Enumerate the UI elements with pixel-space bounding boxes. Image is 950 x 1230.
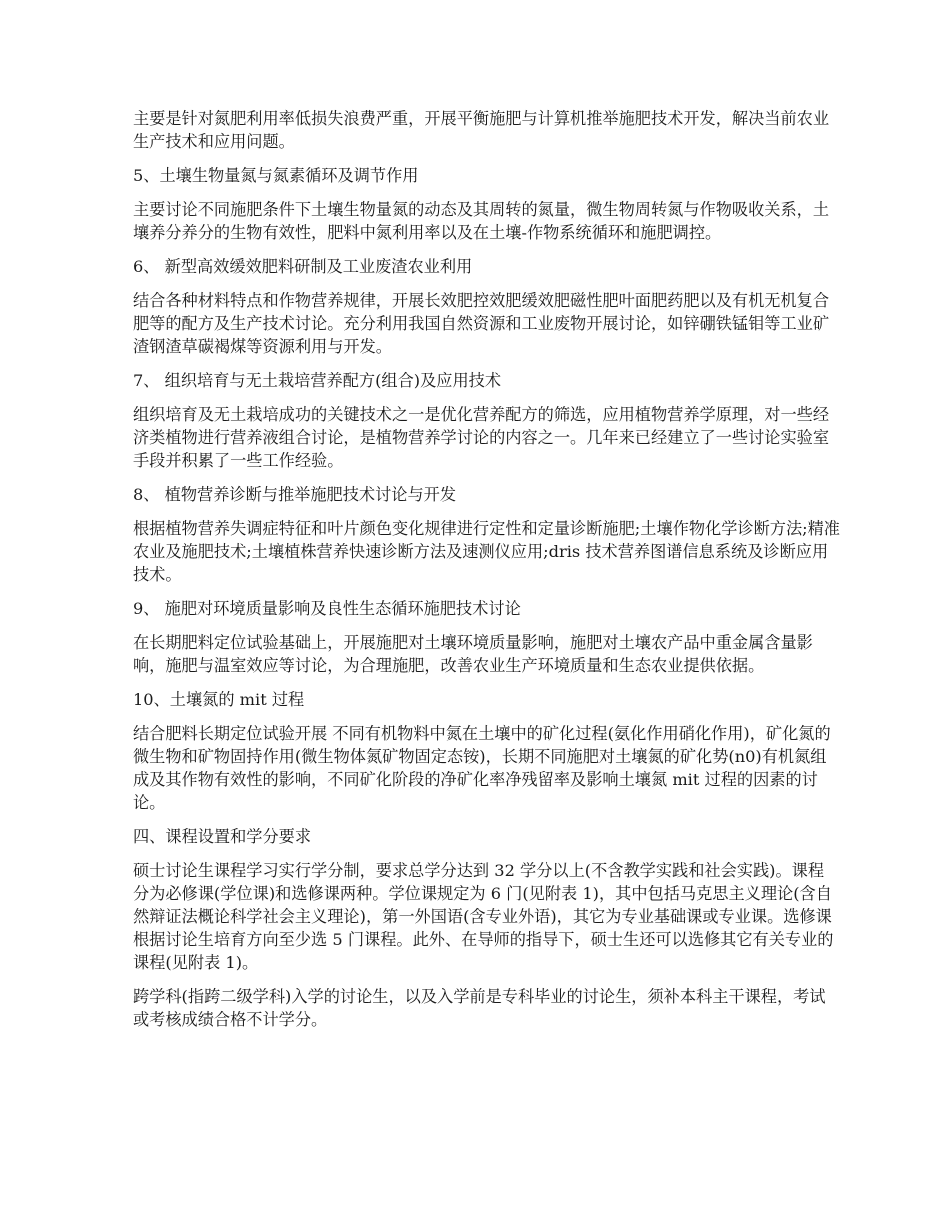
section-heading: 7、 组织培育与无土栽培营养配方(组合)及应用技术 — [133, 371, 502, 390]
section-heading: 8、 植物营养诊断与推举施肥技术讨论与开发 — [133, 485, 457, 504]
paragraph: 结合肥料长期定位试验开展 不同有机物料中氮在土壤中的矿化过程(氨化作用硝化作用)，矿化氮的微生物和矿物固持作用(微生物体氮矿物固定态铵)，长期不同施肥对土壤氮的矿化势(n0)有机氮组成及其作物有效性的影响，不同矿化阶段的净矿化率净残留率及影响土壤氮 mit 过程的因素的讨论。 — [133, 724, 831, 812]
paragraph: 主要是针对氮肥利用率低损失浪费严重，开展平衡施肥与计算机推举施肥技术开发，解决当前农业生产技术和应用问题。 — [133, 109, 830, 151]
section-heading: 四、课程设置和学分要求 — [133, 827, 312, 846]
paragraph: 组织培育及无土栽培成功的关键技术之一是优化营养配方的筛选，应用植物营养学原理，对一些经济类植物进行营养液组合讨论，是植物营养学讨论的内容之一。几年来已经建立了一些讨论实验室手段并积累了一些工作经验。 — [133, 405, 830, 470]
section-heading: 10、土壤氮的 mit 过程 — [133, 690, 305, 709]
paragraph: 根据植物营养失调症特征和叶片颜色变化规律进行定性和定量诊断施肥;土壤作物化学诊断方法;精准农业及施肥技术;土壤植株营养快速诊断方法及速测仪应用;dris 技术营养图谱信息系统及诊断应用技术。 — [133, 519, 840, 584]
section-heading: 9、 施肥对环境质量影响及良性生态循环施肥技术讨论 — [133, 599, 521, 618]
document-page — [115, 107, 840, 1042]
paragraph: 结合各种材料特点和作物营养规律，开展长效肥控效肥缓效肥磁性肥叶面肥药肥以及有机无机复合肥等的配方及生产技术讨论。充分利用我国自然资源和工业废物开展讨论，如锌硼铁锰钼等工业矿渣钢渣草碳褐煤等资源利用与开发。 — [133, 291, 830, 356]
section-heading: 5、土壤生物量氮与氮素循环及调节作用 — [133, 166, 419, 185]
paragraph: 主要讨论不同施肥条件下土壤生物量氮的动态及其周转的氮量，微生物周转氮与作物吸收关系，土壤养分养分的生物有效性，肥料中氮利用率以及在土壤-作物系统循环和施肥调控。 — [133, 200, 830, 242]
paragraph: 跨学科(指跨二级学科)入学的讨论生，以及入学前是专科毕业的讨论生，须补本科主干课程，考试或考核成绩合格不计学分。 — [133, 987, 826, 1029]
paragraph: 硕士讨论生课程学习实行学分制，要求总学分达到 32 学分以上(不含教学实践和社会实践)。课程分为必修课(学位课)和选修课两种。学位课规定为 6 门(见附表 1)，其中包括马克思主义理论(含自然辩证法概论科学社会主义理论)，第一外国语(含专业外语)，其它为专业基础课或专业课。选修课根据讨论生培育方向至少选 5 门课程。此外、在导师的指导下，硕士生还可以选修其它有关专业的课程(见附表 1)。 — [133, 861, 834, 972]
section-heading: 6、 新型高效缓效肥料研制及工业废渣农业利用 — [133, 257, 473, 276]
paragraph: 在长期肥料定位试验基础上，开展施肥对土壤环境质量影响，施肥对土壤农产品中重金属含量影响，施肥与温室效应等讨论，为合理施肥，改善农业生产环境质量和生态农业提供依据。 — [133, 633, 813, 675]
